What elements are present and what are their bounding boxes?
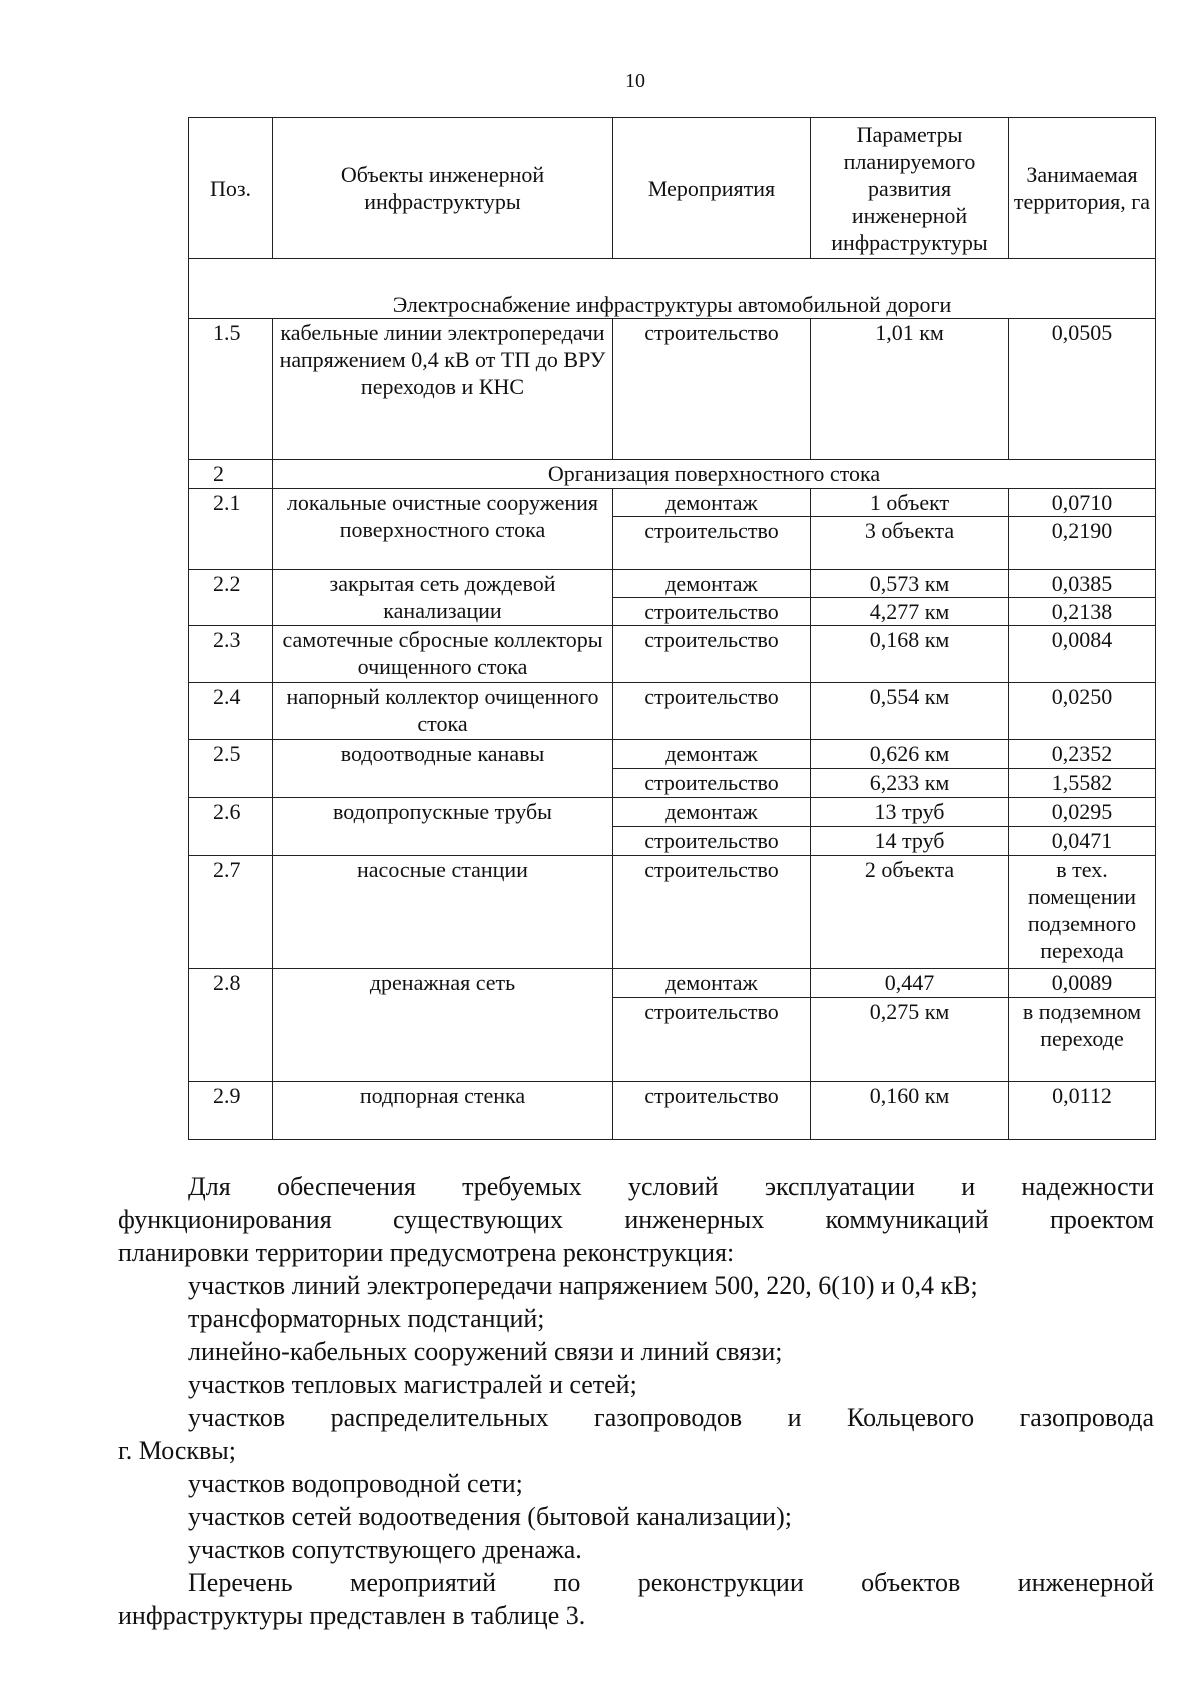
section-row xyxy=(189,460,1156,489)
cell-object: напорный коллектор очищенного стока xyxy=(273,683,613,740)
cell-measure: строительство xyxy=(613,598,811,626)
cell-pos: 2.7 xyxy=(189,856,273,969)
cell-area: 0,0084 xyxy=(1009,626,1156,683)
cell-measure: демонтаж xyxy=(613,798,811,827)
cell-measure: демонтаж xyxy=(613,489,811,517)
cell-measure: строительство xyxy=(613,827,811,856)
intro-line: планировки территории предусмотрена реконструкция: xyxy=(118,1238,735,1267)
cell-param: 0,447 xyxy=(811,969,1009,998)
cell-object: подпорная стенка xyxy=(273,1082,613,1140)
cell-measure: строительство xyxy=(613,517,811,570)
table-row xyxy=(189,969,1156,998)
cell-measure: строительство xyxy=(613,856,811,969)
table-row xyxy=(189,626,1156,683)
infrastructure-table xyxy=(188,117,1156,1140)
section-row xyxy=(189,259,1156,319)
header-area: Занимаемая территория, га xyxy=(1009,118,1156,259)
section-title-power: Электроснабжение инфраструктуры автомобильной дороги xyxy=(189,259,1156,319)
table-row xyxy=(189,319,1156,460)
table-row xyxy=(189,1082,1156,1140)
cell-param: 0,160 км xyxy=(811,1082,1009,1140)
table-row xyxy=(189,856,1156,969)
cell-area: 0,0112 xyxy=(1009,1082,1156,1140)
cell-param: 0,554 км xyxy=(811,683,1009,740)
cell-measure: демонтаж xyxy=(613,740,811,769)
cell-object: водопропускные трубы xyxy=(273,798,613,856)
cell-param: 14 труб xyxy=(811,827,1009,856)
cell-area: 0,0505 xyxy=(1009,319,1156,460)
header-object: Объекты инженерной инфраструктуры xyxy=(273,118,613,259)
cell-area: 0,2190 xyxy=(1009,517,1156,570)
header-pos: Поз. xyxy=(189,118,273,259)
cell-measure: строительство xyxy=(613,683,811,740)
table-row xyxy=(189,740,1156,769)
table-row xyxy=(189,570,1156,598)
list-item: участков линий электропередачи напряжением 500, 220, 6(10) и 0,4 кВ; xyxy=(188,1271,978,1300)
outro-line: инфраструктуры представлен в таблице 3. xyxy=(118,1601,586,1630)
page-number: 10 xyxy=(625,70,645,92)
list-item: участков сопутствующего дренажа. xyxy=(188,1535,582,1564)
cell-object: кабельные линии электропередачи напряжением 0,4 кВ от ТП до ВРУ переходов и КНС xyxy=(273,319,613,460)
list-item: участков распределительных газопроводов и Кольцевого газопровода xyxy=(188,1403,1154,1432)
cell-param: 6,233 км xyxy=(811,769,1009,798)
cell-object: самотечные сбросные коллекторы очищенного стока xyxy=(273,626,613,683)
header-params: Параметры планируемого развития инженерной инфраструктуры xyxy=(811,118,1009,259)
cell-param: 0,168 км xyxy=(811,626,1009,683)
cell-area: 0,2352 xyxy=(1009,740,1156,769)
cell-pos: 2.9 xyxy=(189,1082,273,1140)
cell-object: водоотводные канавы xyxy=(273,740,613,798)
cell-area: 0,0295 xyxy=(1009,798,1156,827)
cell-object: дренажная сеть xyxy=(273,969,613,1082)
header-measure: Мероприятия xyxy=(613,118,811,259)
table-row xyxy=(189,798,1156,827)
list-item: участков тепловых магистралей и сетей; xyxy=(188,1370,637,1399)
cell-measure: демонтаж xyxy=(613,969,811,998)
cell-pos: 2.1 xyxy=(189,489,273,570)
cell-pos: 2 xyxy=(189,460,273,489)
cell-area: 0,0385 xyxy=(1009,570,1156,598)
cell-area: 1,5582 xyxy=(1009,769,1156,798)
cell-area: в тех. помещении подземного перехода xyxy=(1009,856,1156,969)
list-item-continuation: г. Москвы; xyxy=(118,1436,236,1465)
outro-line: Перечень мероприятий по реконструкции объектов инженерной xyxy=(188,1568,1154,1597)
cell-param: 1,01 км xyxy=(811,319,1009,460)
cell-pos: 2.6 xyxy=(189,798,273,856)
cell-pos: 1.5 xyxy=(189,319,273,460)
cell-area: 0,0250 xyxy=(1009,683,1156,740)
cell-area: в подземном переходе xyxy=(1009,998,1156,1082)
list-item: линейно-кабельных сооружений связи и линий связи; xyxy=(188,1337,783,1366)
cell-measure: строительство xyxy=(613,626,811,683)
cell-area: 0,0089 xyxy=(1009,969,1156,998)
cell-pos: 2.4 xyxy=(189,683,273,740)
cell-pos: 2.2 xyxy=(189,570,273,626)
section-title-runoff: Организация поверхностного стока xyxy=(273,460,1156,489)
list-item: трансформаторных подстанций; xyxy=(188,1304,545,1333)
cell-measure: демонтаж xyxy=(613,570,811,598)
cell-measure: строительство xyxy=(613,1082,811,1140)
cell-param: 0,573 км xyxy=(811,570,1009,598)
cell-param: 2 объекта xyxy=(811,856,1009,969)
cell-param: 0,626 км xyxy=(811,740,1009,769)
cell-pos: 2.3 xyxy=(189,626,273,683)
cell-area: 0,0471 xyxy=(1009,827,1156,856)
table-row xyxy=(189,489,1156,517)
cell-area: 0,2138 xyxy=(1009,598,1156,626)
cell-measure: строительство xyxy=(613,998,811,1082)
list-item: участков сетей водоотведения (бытовой канализации); xyxy=(188,1502,792,1531)
cell-param: 3 объекта xyxy=(811,517,1009,570)
cell-object: локальные очистные сооружения поверхностного стока xyxy=(273,489,613,570)
list-item: участков водопроводной сети; xyxy=(188,1469,523,1498)
table-header-row xyxy=(189,118,1156,259)
cell-pos: 2.8 xyxy=(189,969,273,1082)
cell-pos: 2.5 xyxy=(189,740,273,798)
intro-line: Для обеспечения требуемых условий эксплуатации и надежности xyxy=(188,1172,1154,1201)
cell-param: 0,275 км xyxy=(811,998,1009,1082)
cell-object: закрытая сеть дождевой канализации xyxy=(273,570,613,626)
body-text xyxy=(118,1170,1154,1632)
cell-measure: строительство xyxy=(613,769,811,798)
cell-param: 4,277 км xyxy=(811,598,1009,626)
cell-param: 13 труб xyxy=(811,798,1009,827)
cell-object: насосные станции xyxy=(273,856,613,969)
cell-area: 0,0710 xyxy=(1009,489,1156,517)
cell-measure: строительство xyxy=(613,319,811,460)
table-row xyxy=(189,683,1156,740)
cell-param: 1 объект xyxy=(811,489,1009,517)
intro-line: функционирования существующих инженерных коммуникаций проектом xyxy=(118,1205,1154,1234)
